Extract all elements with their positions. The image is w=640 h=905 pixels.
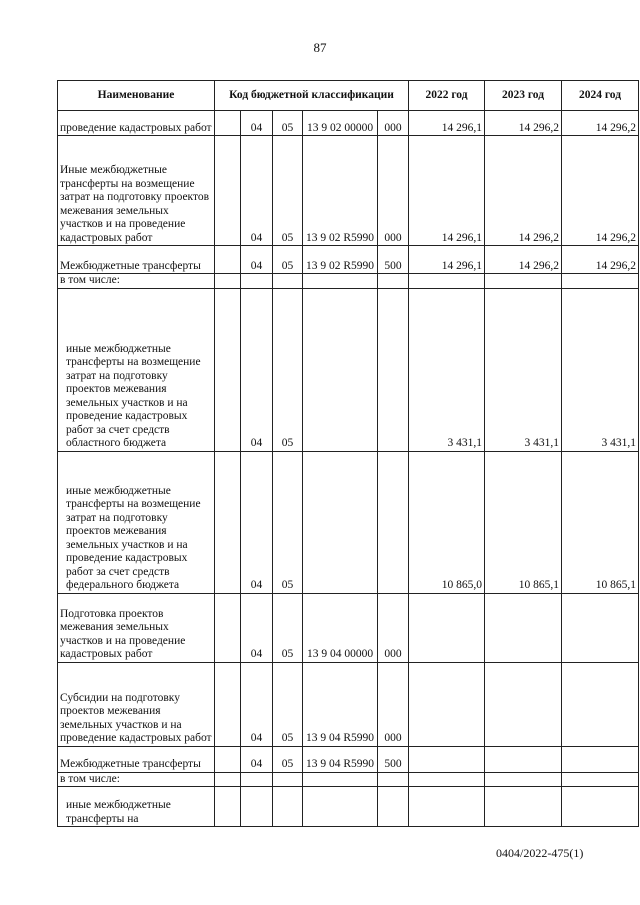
- cell-code-chapter: 04: [241, 451, 273, 593]
- cell-code-type: 000: [378, 111, 409, 136]
- cell-code-section: [215, 274, 241, 289]
- cell-code-subsection: [273, 274, 303, 289]
- header-2024: 2024 год: [562, 81, 639, 111]
- cell-code-section: [215, 246, 241, 274]
- table-row: [58, 593, 639, 662]
- table-row: [58, 111, 639, 136]
- cell-code-chapter: 04: [241, 246, 273, 274]
- table-body: [58, 111, 639, 827]
- cell-value-2022: [409, 772, 485, 787]
- cell-code-chapter: 04: [241, 662, 273, 746]
- cell-code-subsection: 05: [273, 451, 303, 593]
- cell-value-2022: 14 296,1: [409, 111, 485, 136]
- cell-value-2022: [409, 787, 485, 827]
- cell-name: иные межбюджетные трансферты на возмещение затрат на подготовку проектов межевания земельных участков и на проведение кадастровых работ за счет средств областного бюджета: [58, 288, 215, 451]
- cell-code-target: 13 9 04 00000: [303, 593, 378, 662]
- table-row: [58, 662, 639, 746]
- cell-code-target: 13 9 02 00000: [303, 111, 378, 136]
- cell-name: в том числе:: [58, 772, 215, 787]
- cell-code-subsection: 05: [273, 246, 303, 274]
- cell-code-section: [215, 772, 241, 787]
- cell-value-2022: 14 296,1: [409, 136, 485, 246]
- header-2022: 2022 год: [409, 81, 485, 111]
- cell-code-type: 000: [378, 136, 409, 246]
- cell-code-chapter: 04: [241, 288, 273, 451]
- cell-code-target: [303, 772, 378, 787]
- table-row: [58, 274, 639, 289]
- table-row: [58, 136, 639, 246]
- cell-code-chapter: [241, 772, 273, 787]
- cell-code-section: [215, 746, 241, 772]
- cell-code-target: [303, 274, 378, 289]
- cell-code-chapter: 04: [241, 136, 273, 246]
- header-code: Код бюджетной классификации: [215, 81, 409, 111]
- cell-value-2022: 10 865,0: [409, 451, 485, 593]
- cell-value-2023: [485, 787, 562, 827]
- cell-value-2024: 14 296,2: [562, 111, 639, 136]
- cell-code-section: [215, 593, 241, 662]
- cell-name: Межбюджетные трансферты: [58, 246, 215, 274]
- cell-value-2023: 3 431,1: [485, 288, 562, 451]
- cell-value-2023: [485, 772, 562, 787]
- cell-name: Подготовка проектов межевания земельных участков и на проведение кадастровых работ: [58, 593, 215, 662]
- cell-code-target: 13 9 02 R5990: [303, 136, 378, 246]
- cell-name: иные межбюджетные трансферты на: [58, 787, 215, 827]
- cell-code-subsection: 05: [273, 746, 303, 772]
- cell-value-2022: 3 431,1: [409, 288, 485, 451]
- cell-code-subsection: 05: [273, 111, 303, 136]
- cell-value-2024: 14 296,2: [562, 136, 639, 246]
- cell-value-2023: [485, 746, 562, 772]
- cell-code-target: 13 9 04 R5990: [303, 746, 378, 772]
- cell-code-chapter: 04: [241, 111, 273, 136]
- cell-code-section: [215, 288, 241, 451]
- header-name: Наименование: [58, 81, 215, 111]
- cell-name: Субсидии на подготовку проектов межевания земельных участков и на проведение кадастровых работ: [58, 662, 215, 746]
- cell-code-section: [215, 451, 241, 593]
- table-row: [58, 772, 639, 787]
- cell-code-target: 13 9 02 R5990: [303, 246, 378, 274]
- table-row: [58, 451, 639, 593]
- cell-value-2023: 14 296,2: [485, 246, 562, 274]
- cell-value-2024: 14 296,2: [562, 246, 639, 274]
- table-row: [58, 288, 639, 451]
- cell-value-2024: [562, 662, 639, 746]
- cell-code-type: 500: [378, 746, 409, 772]
- cell-code-type: [378, 772, 409, 787]
- cell-value-2024: 3 431,1: [562, 288, 639, 451]
- cell-value-2023: [485, 662, 562, 746]
- cell-code-subsection: 05: [273, 593, 303, 662]
- cell-value-2023: [485, 593, 562, 662]
- cell-value-2024: [562, 772, 639, 787]
- cell-value-2023: [485, 274, 562, 289]
- cell-name: Иные межбюджетные трансферты на возмещение затрат на подготовку проектов межевания земельных участков и на проведение кадастровых работ: [58, 136, 215, 246]
- cell-code-subsection: 05: [273, 136, 303, 246]
- cell-value-2022: [409, 274, 485, 289]
- cell-value-2023: 14 296,2: [485, 111, 562, 136]
- cell-code-type: 000: [378, 662, 409, 746]
- cell-value-2023: 10 865,1: [485, 451, 562, 593]
- cell-code-chapter: 04: [241, 746, 273, 772]
- cell-code-chapter: 04: [241, 593, 273, 662]
- header-2023: 2023 год: [485, 81, 562, 111]
- cell-code-type: 000: [378, 593, 409, 662]
- cell-code-target: 13 9 04 R5990: [303, 662, 378, 746]
- cell-code-section: [215, 787, 241, 827]
- cell-value-2023: 14 296,2: [485, 136, 562, 246]
- cell-code-subsection: 05: [273, 662, 303, 746]
- cell-code-type: [378, 288, 409, 451]
- cell-code-section: [215, 111, 241, 136]
- cell-value-2022: [409, 746, 485, 772]
- page-number: 87: [313, 40, 327, 55]
- footer-document-code: 0404/2022-475(1): [496, 846, 584, 860]
- cell-code-target: [303, 451, 378, 593]
- table-row: [58, 746, 639, 772]
- cell-name: иные межбюджетные трансферты на возмещение затрат на подготовку проектов межевания земельных участков и на проведение кадастровых работ за счет средств федерального бюджета: [58, 451, 215, 593]
- cell-value-2024: [562, 274, 639, 289]
- cell-value-2022: 14 296,1: [409, 246, 485, 274]
- cell-code-chapter: [241, 787, 273, 827]
- cell-value-2024: [562, 746, 639, 772]
- cell-name: проведение кадастровых работ: [58, 111, 215, 136]
- cell-code-type: [378, 274, 409, 289]
- cell-code-target: [303, 288, 378, 451]
- cell-code-subsection: [273, 772, 303, 787]
- cell-code-section: [215, 662, 241, 746]
- cell-code-type: [378, 451, 409, 593]
- cell-name: в том числе:: [58, 274, 215, 289]
- cell-name: Межбюджетные трансферты: [58, 746, 215, 772]
- cell-code-subsection: 05: [273, 288, 303, 451]
- cell-value-2024: 10 865,1: [562, 451, 639, 593]
- cell-code-type: 500: [378, 246, 409, 274]
- cell-code-chapter: [241, 274, 273, 289]
- cell-code-section: [215, 136, 241, 246]
- cell-code-subsection: [273, 787, 303, 827]
- cell-code-type: [378, 787, 409, 827]
- cell-value-2022: [409, 593, 485, 662]
- cell-value-2024: [562, 787, 639, 827]
- budget-table: [57, 80, 639, 827]
- cell-value-2022: [409, 662, 485, 746]
- table-row: [58, 246, 639, 274]
- table-row: [58, 787, 639, 827]
- table-header-row: [58, 81, 639, 111]
- cell-value-2024: [562, 593, 639, 662]
- cell-code-target: [303, 787, 378, 827]
